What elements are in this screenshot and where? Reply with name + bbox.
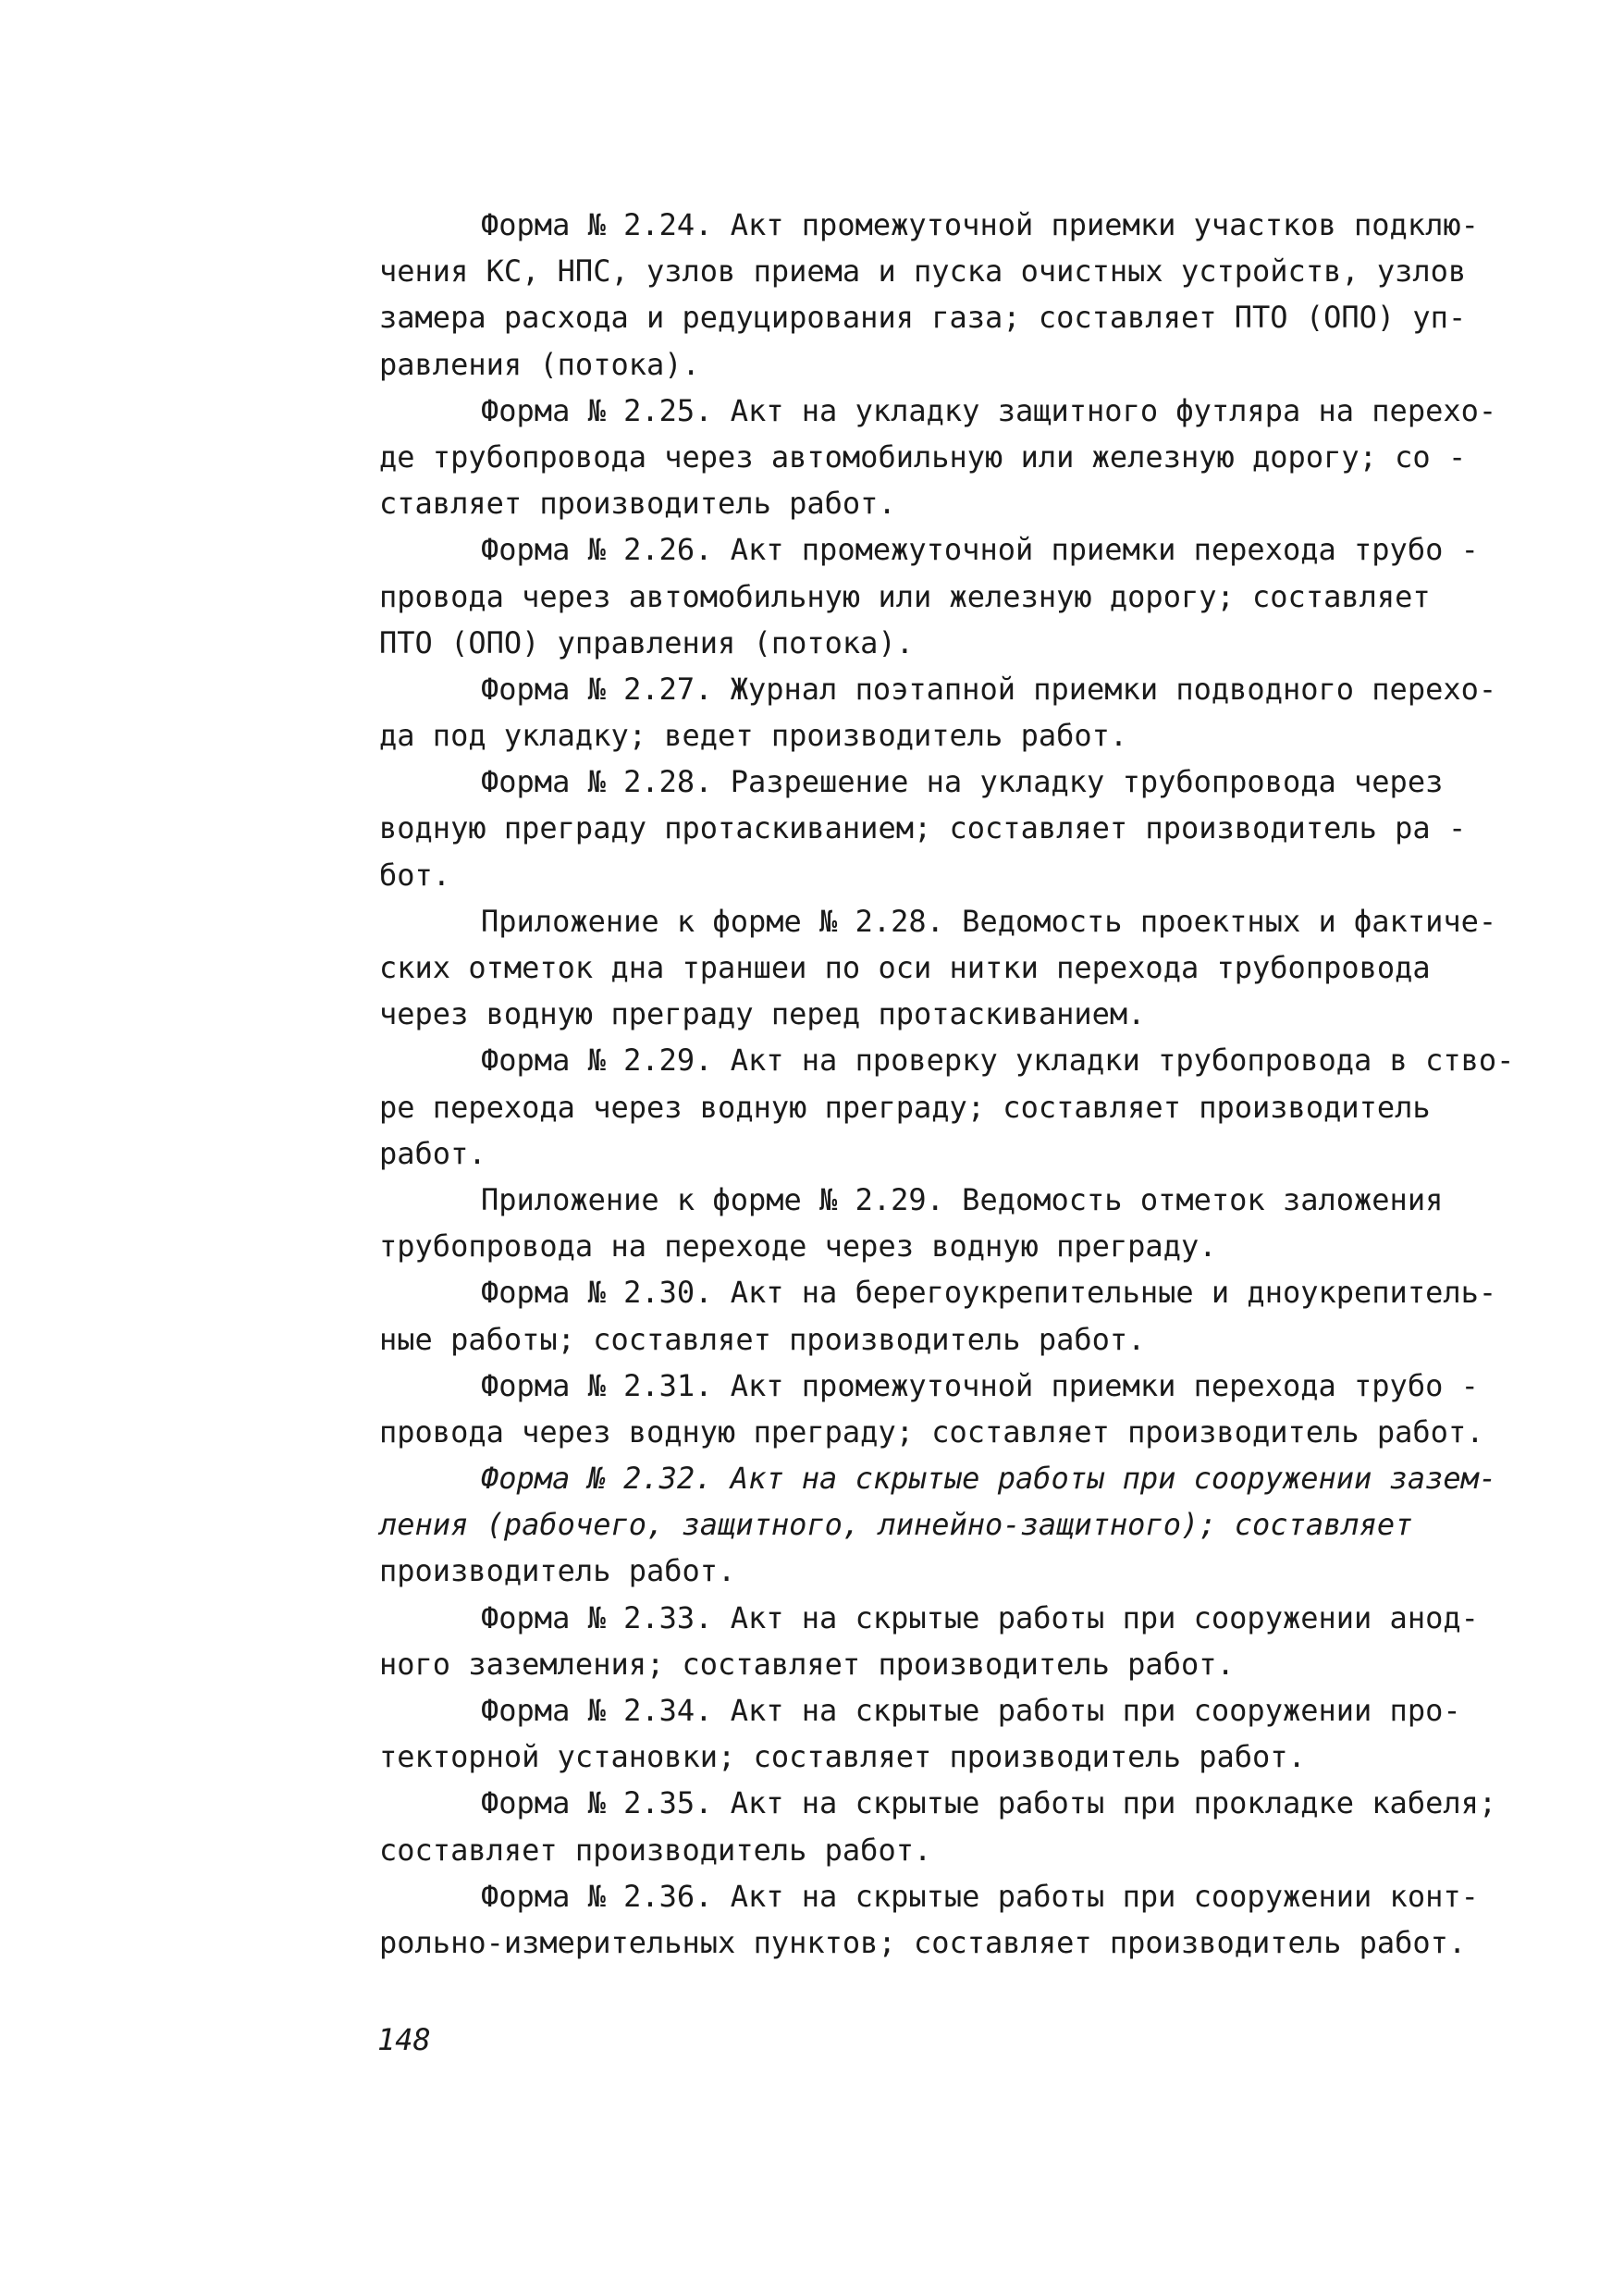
text-line: Форма № 2.34. Акт на скрытые работы при сооружении про- bbox=[481, 1693, 1461, 1728]
text-line: провода через водную преграду; составляет производитель работ. bbox=[379, 1413, 1484, 1450]
text-line: Форма № 2.31. Акт промежуточной приемки перехода трубо - bbox=[481, 1367, 1479, 1403]
text-line: Форма № 2.32. Акт на скрытые работы при сооружении зазем- bbox=[481, 1461, 1497, 1497]
text-line: бот. bbox=[379, 857, 451, 893]
text-line: ные работы; составляет производитель работ. bbox=[379, 1321, 1146, 1357]
text-line: ного заземления; составляет производитель работ. bbox=[379, 1646, 1235, 1682]
text-line: текторной установки; составляет производитель работ. bbox=[379, 1739, 1306, 1775]
text-line: Форма № 2.30. Акт на берегоукрепительные и дноукрепитель- bbox=[481, 1275, 1497, 1311]
text-line: ПТО (ОПО) управления (потока). bbox=[379, 624, 914, 660]
text-line: Форма № 2.25. Акт на укладку защитного футляра на перехо- bbox=[481, 392, 1497, 428]
text-line: Форма № 2.35. Акт на скрытые работы при прокладке кабеля; bbox=[481, 1785, 1497, 1821]
text-line: чения КС, НПС, узлов приема и пуска очистных устройств, узлов bbox=[379, 253, 1467, 290]
text-line: Форма № 2.36. Акт на скрытые работы при сооружении конт- bbox=[481, 1878, 1479, 1914]
text-line: водную преграду протаскиванием; составляет производитель ра - bbox=[379, 810, 1467, 846]
page-number: 148 bbox=[377, 2022, 431, 2057]
text-line: Приложение к форме № 2.28. Ведомость проектных и фактиче- bbox=[481, 903, 1497, 939]
text-line: ления (рабочего, защитного, линейно-защитного); составляет bbox=[379, 1507, 1413, 1543]
text-line: провода через автомобильную или железную дорогу; составляет bbox=[379, 578, 1431, 614]
text-line: замера расхода и редуцирования газа; составляет ПТО (ОПО) уп- bbox=[379, 300, 1467, 336]
text-line: трубопровода на переходе через водную преграду. bbox=[379, 1228, 1217, 1265]
text-line: да под укладку; ведет производитель работ. bbox=[379, 718, 1128, 754]
text-line: Форма № 2.24. Акт промежуточной приемки участков подклю- bbox=[481, 207, 1479, 242]
text-line: ре перехода через водную преграду; составляет производитель bbox=[379, 1089, 1431, 1125]
text-line: Форма № 2.27. Журнал поэтапной приемки подводного перехо- bbox=[481, 671, 1497, 707]
text-line: Форма № 2.29. Акт на проверку укладки трубопровода в ство- bbox=[481, 1043, 1515, 1079]
text-line: работ. bbox=[379, 1135, 486, 1171]
text-line: ставляет производитель работ. bbox=[379, 486, 896, 522]
text-line: Форма № 2.33. Акт на скрытые работы при сооружении анод- bbox=[481, 1599, 1479, 1635]
text-line: ских отметок дна траншеи по оси нитки перехода трубопровода bbox=[379, 950, 1431, 985]
text-line: составляет производитель работ. bbox=[379, 1832, 932, 1868]
text-line: де трубопровода через автомобильную или железную дорогу; со - bbox=[379, 438, 1467, 475]
text-line: Форма № 2.28. Разрешение на укладку трубопровода через bbox=[481, 764, 1444, 800]
text-line: через водную преграду перед протаскиванием. bbox=[379, 996, 1146, 1032]
text-line: рольно-измерительных пунктов; составляет производитель работ. bbox=[379, 1924, 1467, 1960]
text-line: Приложение к форме № 2.29. Ведомость отметок заложения bbox=[481, 1181, 1444, 1217]
text-line: равления (потока). bbox=[379, 346, 700, 382]
text-line: Форма № 2.26. Акт промежуточной приемки перехода трубо - bbox=[481, 532, 1479, 568]
text-line: производитель работ. bbox=[379, 1553, 736, 1589]
body-text bbox=[379, 202, 1572, 1966]
